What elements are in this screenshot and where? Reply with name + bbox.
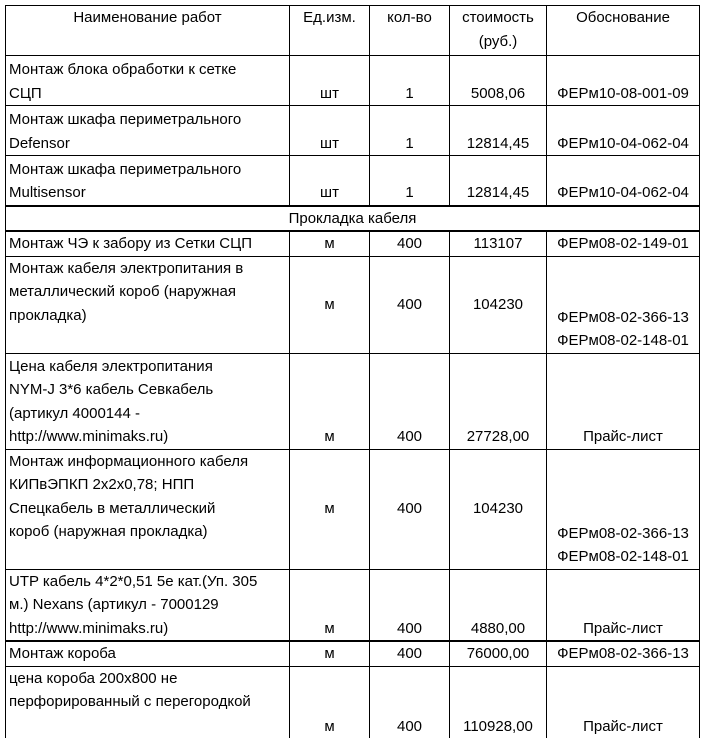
header-basis: Обоснование <box>547 6 700 56</box>
row-basis: ФЕРм08-02-366-13 <box>547 641 700 666</box>
row-unit: м <box>290 256 370 353</box>
row-qty: 1 <box>370 156 450 206</box>
row-basis: ФЕРм08-02-366-13 ФЕРм08-02-148-01 <box>547 256 700 353</box>
row-qty: 1 <box>370 56 450 106</box>
estimate-table <box>5 5 700 738</box>
row-name: Монтаж шкафа периметрального Multisensor <box>6 156 290 206</box>
header-cost: стоимость (руб.) <box>450 6 547 56</box>
row-cost: 27728,00 <box>450 353 547 449</box>
row-name: Монтаж шкафа периметрального Defensor <box>6 106 290 156</box>
row-unit: м <box>290 449 370 569</box>
row-basis: Прайс-лист <box>547 353 700 449</box>
row-basis: ФЕРм10-04-062-04 <box>547 156 700 206</box>
table-row <box>6 569 700 641</box>
row-name: Цена кабеля электропитания NYM-J 3*6 кабель Севкабель (артикул 4000144 - http://www.minimaks.ru) <box>6 353 290 449</box>
row-basis: ФЕРм08-02-366-13 ФЕРм08-02-148-01 <box>547 449 700 569</box>
row-basis: ФЕРм10-08-001-09 <box>547 56 700 106</box>
row-qty: 400 <box>370 641 450 666</box>
header-row <box>6 6 700 56</box>
table-row <box>6 449 700 569</box>
row-unit: шт <box>290 106 370 156</box>
table-row <box>6 641 700 666</box>
header-unit: Ед.изм. <box>290 6 370 56</box>
row-name: цена короба 200х800 не перфорированный с перегородкой <box>6 666 290 738</box>
row-cost: 104230 <box>450 256 547 353</box>
row-qty: 400 <box>370 231 450 256</box>
section-row <box>6 206 700 232</box>
section-title: Прокладка кабеля <box>6 206 700 232</box>
row-cost: 4880,00 <box>450 569 547 641</box>
row-qty: 400 <box>370 353 450 449</box>
row-basis: Прайс-лист <box>547 666 700 738</box>
row-name: UTP кабель 4*2*0,51 5е кат.(Уп. 305 м.) Nexans (артикул - 7000129 http://www.minimaks.ru) <box>6 569 290 641</box>
header-name: Наименование работ <box>6 6 290 56</box>
row-qty: 1 <box>370 106 450 156</box>
table-row <box>6 353 700 449</box>
row-qty: 400 <box>370 666 450 738</box>
row-basis: ФЕРм10-04-062-04 <box>547 106 700 156</box>
row-cost: 110928,00 <box>450 666 547 738</box>
row-cost: 12814,45 <box>450 106 547 156</box>
row-unit: м <box>290 641 370 666</box>
row-name: Монтаж короба <box>6 641 290 666</box>
row-unit: м <box>290 231 370 256</box>
row-unit: шт <box>290 56 370 106</box>
row-cost: 76000,00 <box>450 641 547 666</box>
row-basis: ФЕРм08-02-149-01 <box>547 231 700 256</box>
row-qty: 400 <box>370 569 450 641</box>
table-row <box>6 666 700 738</box>
row-name: Монтаж кабеля электропитания в металлический короб (наружная прокладка) <box>6 256 290 353</box>
row-name: Монтаж блока обработки к сетке СЦП <box>6 56 290 106</box>
row-basis: Прайс-лист <box>547 569 700 641</box>
table-row <box>6 56 700 106</box>
row-unit: шт <box>290 156 370 206</box>
table-row <box>6 156 700 206</box>
row-qty: 400 <box>370 256 450 353</box>
row-name: Монтаж ЧЭ к забору из Сетки СЦП <box>6 231 290 256</box>
row-qty: 400 <box>370 449 450 569</box>
table-row <box>6 106 700 156</box>
row-cost: 5008,06 <box>450 56 547 106</box>
row-cost: 113107 <box>450 231 547 256</box>
row-cost: 104230 <box>450 449 547 569</box>
header-qty: кол-во <box>370 6 450 56</box>
row-unit: м <box>290 353 370 449</box>
table-row <box>6 256 700 353</box>
row-name: Монтаж информационного кабеля КИПвЭПКП 2х2х0,78; НПП Спецкабель в металлический короб (наружная прокладка) <box>6 449 290 569</box>
table-row <box>6 231 700 256</box>
row-cost: 12814,45 <box>450 156 547 206</box>
row-unit: м <box>290 666 370 738</box>
row-unit: м <box>290 569 370 641</box>
